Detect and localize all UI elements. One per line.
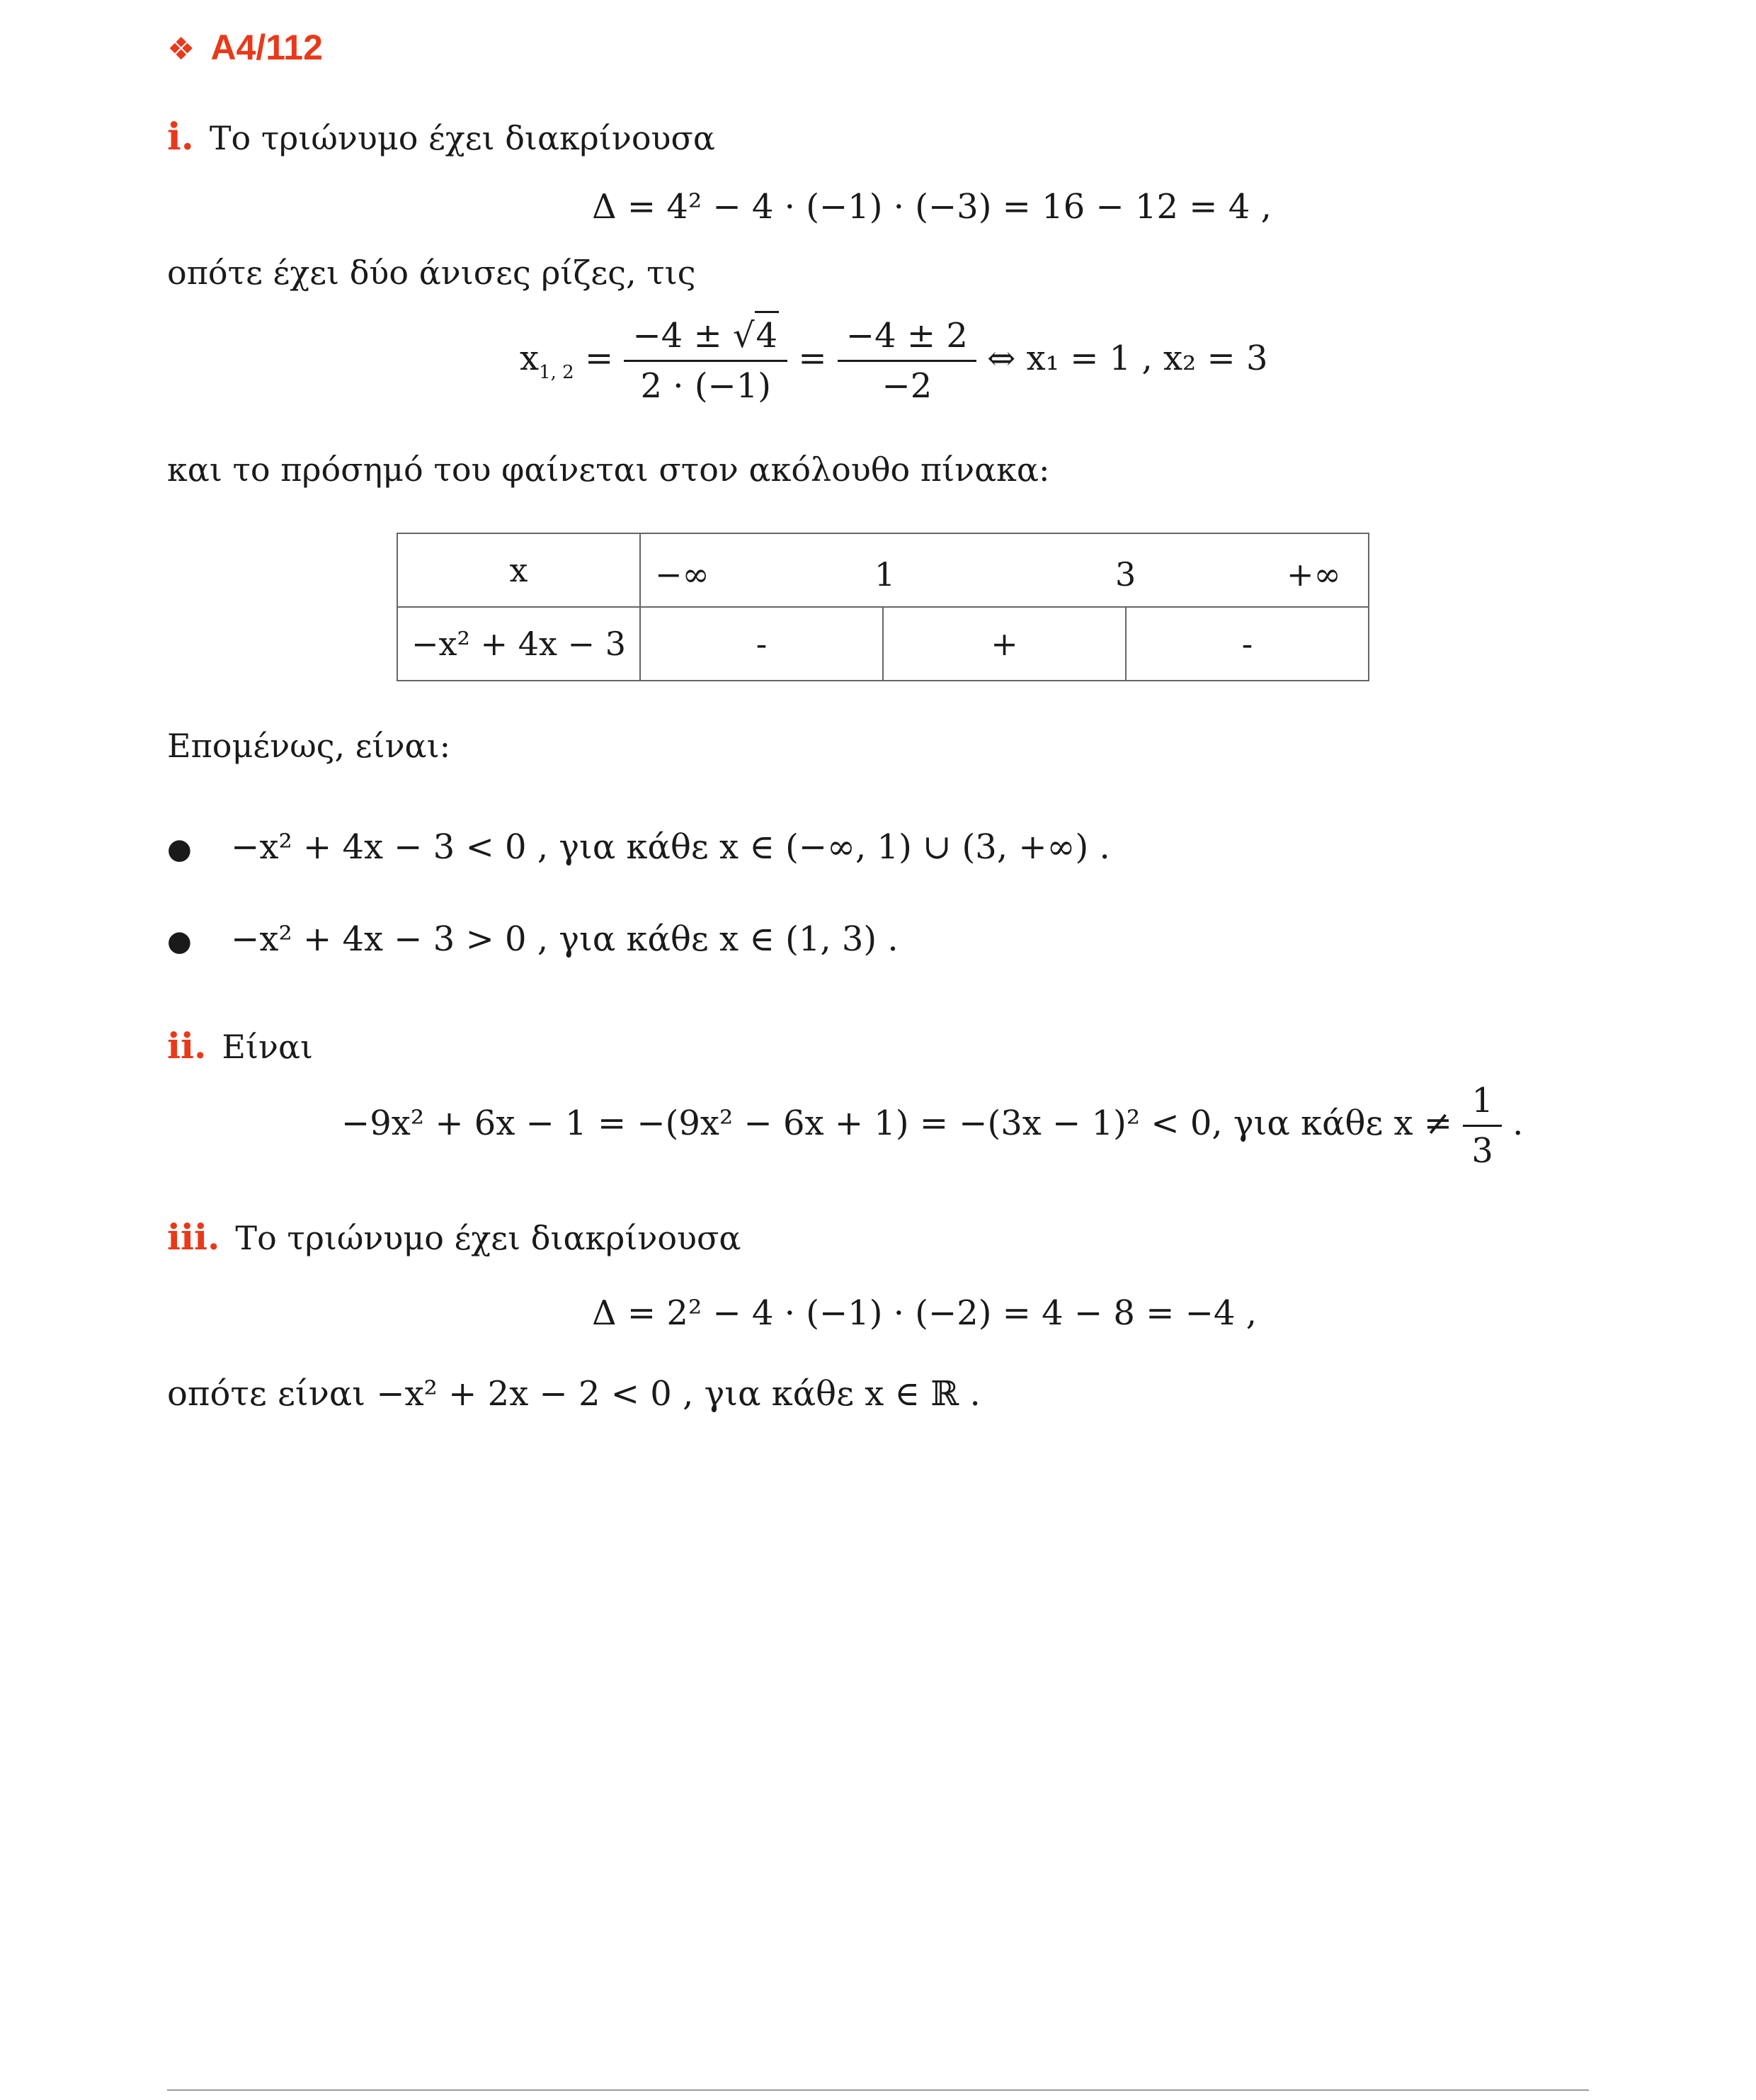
sign-table-sign-row [397,607,1369,681]
interval-neg-infinity: −∞ [655,555,709,594]
interval-pos-infinity: +∞ [1287,555,1341,594]
page-heading [167,27,323,68]
bullet-item: ● −x² + 4x − 3 < 0 , για κάθε x ∈ (−∞, 1) ∪ (3, +∞) . [167,827,1110,867]
bullet-item: ● −x² + 4x − 3 > 0 , για κάθε x ∈ (1, 3) . [167,919,899,959]
roots-intro: οπότε έχει δύο άνισες ρίζες, τις [167,254,696,292]
discriminant-equation: Δ = 4² − 4 · (−1) · (−3) = 16 − 12 = 4 , [592,187,1272,227]
heading-title: A4/112 [210,28,323,67]
solution-set: (1, 3) [785,919,877,959]
bullet-icon: ● [167,833,192,865]
sign-table-x-label: x [397,533,640,607]
sign-table [397,533,1369,681]
roots-fraction-1: $\frac{-4 \pm √4}{2 \cdot (-1)}$ [624,319,787,403]
roots-formula: $x_{1, 2}$ = $\frac{-4 \pm √4}{2 \cdot (-1)}$ = $\frac{-4 \pm 2}{-2}$ ⇔ x₁ = 1 , x₂ = 3 [520,319,1268,403]
sign-cell: - [1126,607,1369,681]
part-i-label: i. [167,115,194,159]
interval-root-1: 1 [874,555,896,594]
sign-table-intro: και το πρόσημό του φαίνεται στον ακόλουθο πίνακα: [167,450,1050,489]
footer-divider [167,2089,1589,2091]
part-i-intro: i. Το τριώνυμο έχει διακρίνουσα [167,115,715,159]
part-ii-intro: ii. Είναι [167,1025,314,1067]
roots-result: ⇔ x₁ = 1 , x₂ = 3 [987,339,1268,378]
sign-cell: + [883,607,1126,681]
part-iii-label: iii. [167,1216,220,1258]
sign-table-header-row [397,533,1369,607]
diamond-bullet-icon: ❖ [167,32,195,67]
part-iii-intro: iii. Το τριώνυμο έχει διακρίνουσα [167,1216,741,1258]
interval-root-3: 3 [1115,555,1136,594]
part-ii-fraction: $\frac{1}{3}$ [1463,1084,1502,1168]
part-iii-discriminant: Δ = 2² − 4 · (−1) · (−2) = 4 − 8 = −4 , [592,1293,1257,1333]
sign-cell: - [640,607,883,681]
roots-fraction-2: $\frac{-4 \pm 2}{-2}$ [838,319,976,403]
part-iii-conclusion: οπότε είναι −x² + 2x − 2 < 0 , για κάθε x ∈ ℝ . [167,1374,981,1414]
sign-table-expression: −x² + 4x − 3 [397,607,640,681]
bullet-icon: ● [167,925,192,958]
part-ii-equation: −9x² + 6x − 1 = −(9x² − 6x + 1) = −(3x − 1)² < 0, για κάθε x ≠ $\frac{1}{3}$ . [341,1081,1524,1171]
solution-set: (−∞, 1) ∪ (3, +∞) [785,827,1089,867]
therefore-text: Επομένως, είναι: [167,727,451,765]
part-ii-label: ii. [167,1025,207,1067]
